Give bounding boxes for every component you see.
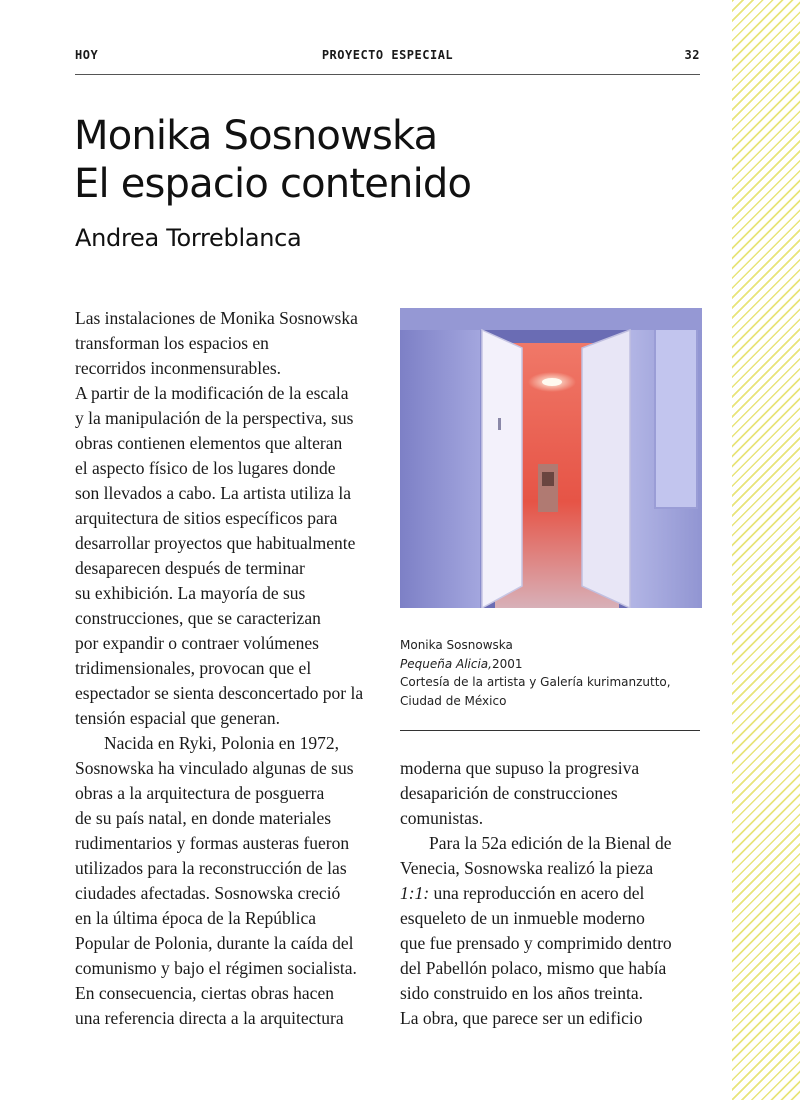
text-line: esqueleto de un inmueble moderno bbox=[400, 908, 645, 928]
caption-credit: Cortesía de la artista y Galería kurimanzutto, bbox=[400, 675, 671, 689]
caption-divider bbox=[400, 730, 700, 731]
text-line: ciudades afectadas. Sosnowska creció bbox=[75, 883, 341, 903]
text-line: Popular de Polonia, durante la caída del bbox=[75, 933, 354, 953]
artwork-title: 1:1: bbox=[400, 883, 430, 903]
text-line: La obra, que parece ser un edificio bbox=[400, 1008, 643, 1028]
text-line: Las instalaciones de Monika Sosnowska bbox=[75, 308, 358, 328]
text-line: Para la 52a edición de la Bienal de bbox=[429, 833, 672, 853]
text-line: recorridos inconmensurables. bbox=[75, 358, 282, 378]
text-line: una referencia directa a la arquitectura bbox=[75, 1008, 344, 1028]
article-title bbox=[74, 112, 714, 208]
text-line: comunistas. bbox=[400, 808, 484, 828]
text-line: espectador se sienta desconcertado por la bbox=[75, 683, 364, 703]
caption-location: Ciudad de México bbox=[400, 693, 507, 708]
running-header bbox=[75, 48, 700, 68]
text-line: desarrollar proyectos que habitualmente bbox=[75, 533, 356, 553]
artwork-photo bbox=[400, 308, 702, 608]
caption-artist: Monika Sosnowska bbox=[400, 638, 513, 652]
text-line: obras contienen elementos que alteran bbox=[75, 433, 343, 453]
text-line: Sosnowska ha vinculado algunas de sus bbox=[75, 758, 354, 778]
text-line: Venecia, Sosnowska realizó la pieza bbox=[400, 858, 654, 878]
author-name: Andrea Torreblanca bbox=[75, 224, 302, 252]
decorative-stripes bbox=[732, 0, 800, 1100]
page-number: 32 bbox=[684, 48, 700, 62]
section-label: HOY bbox=[75, 48, 99, 62]
text-line bbox=[400, 881, 710, 906]
caption-work-title: Pequeña Alicia, bbox=[400, 656, 492, 671]
text-line: Nacida en Ryki, Polonia en 1972, bbox=[104, 733, 340, 753]
text-line: del Pabellón polaco, mismo que había bbox=[400, 958, 667, 978]
text-line: el aspecto físico de los lugares donde bbox=[75, 458, 336, 478]
header-divider bbox=[75, 74, 700, 75]
text-line: moderna que supuso la progresiva bbox=[400, 758, 640, 778]
text-line: A partir de la modificación de la escala bbox=[75, 383, 349, 403]
text-fragment: una reproducción en acero del bbox=[429, 883, 645, 903]
caption-year: 2001 bbox=[491, 656, 523, 671]
text-line: que fue prensado y comprimido dentro bbox=[400, 933, 672, 953]
text-line: construcciones, que se caracterizan bbox=[75, 608, 321, 628]
title-line-2: El espacio contenido bbox=[74, 161, 472, 207]
text-line: en la última época de la República bbox=[75, 908, 317, 928]
text-line: obras a la arquitectura de posguerra bbox=[75, 783, 325, 803]
text-line: rudimentarios y formas austeras fueron bbox=[75, 833, 350, 853]
text-line: tensión espacial que generan. bbox=[75, 708, 281, 728]
body-column-2 bbox=[400, 756, 710, 1031]
text-line: arquitectura de sitios específicos para bbox=[75, 508, 338, 528]
body-column-1 bbox=[75, 306, 375, 1031]
text-line: por expandir o contraer volúmenes bbox=[75, 633, 319, 653]
text-line: desaparición de construcciones bbox=[400, 783, 618, 803]
artwork-photo-image bbox=[400, 308, 702, 608]
text-line: tridimensionales, provocan que el bbox=[75, 658, 312, 678]
text-line: sido construido en los años treinta. bbox=[400, 983, 644, 1003]
caption-work-line bbox=[400, 655, 700, 674]
text-line: En consecuencia, ciertas obras hacen bbox=[75, 983, 334, 1003]
text-line: y la manipulación de la perspectiva, sus bbox=[75, 408, 354, 428]
project-label: PROYECTO ESPECIAL bbox=[321, 48, 454, 62]
text-line: comunismo y bajo el régimen socialista. bbox=[75, 958, 357, 978]
text-line: utilizados para la reconstrucción de las bbox=[75, 858, 347, 878]
title-line-1: Monika Sosnowska bbox=[74, 113, 438, 159]
text-line: de su país natal, en donde materiales bbox=[75, 808, 332, 828]
text-line: su exhibición. La mayoría de sus bbox=[75, 583, 306, 603]
text-line: son llevados a cabo. La artista utiliza la bbox=[75, 483, 352, 503]
photo-caption bbox=[400, 636, 700, 710]
text-line: transforman los espacios en bbox=[75, 333, 269, 353]
text-line: desaparecen después de terminar bbox=[75, 558, 305, 578]
